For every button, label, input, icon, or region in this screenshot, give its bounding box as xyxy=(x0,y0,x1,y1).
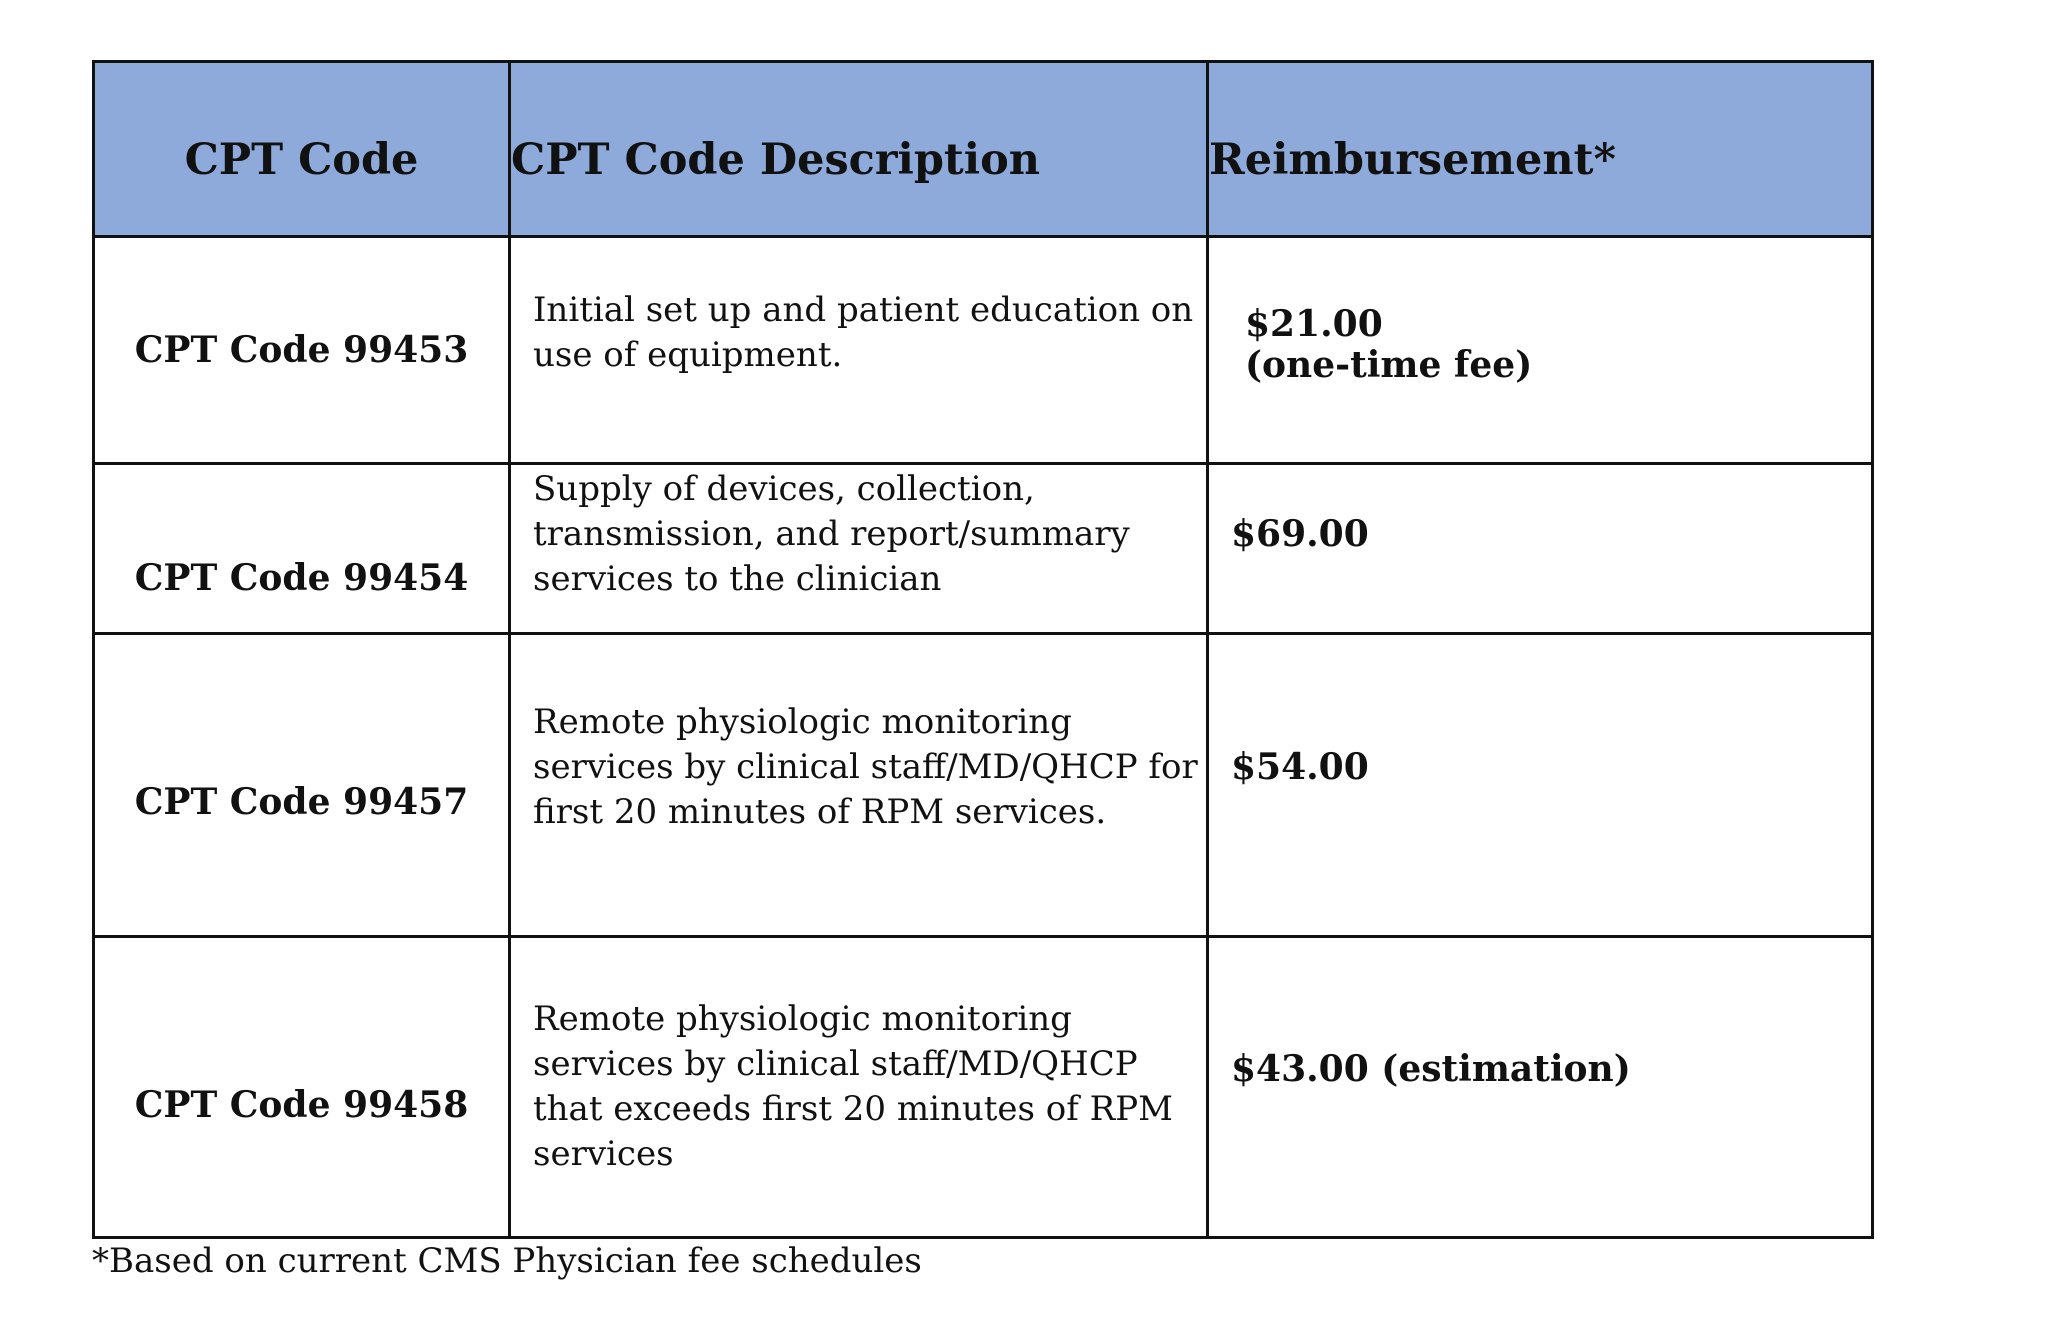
cpt-code-cell: CPT Code 99457 xyxy=(94,634,510,937)
fee-schedule-footnote: *Based on current CMS Physician fee schedules xyxy=(92,1241,922,1281)
cpt-code-cell: CPT Code 99458 xyxy=(94,937,510,1238)
cpt-code-cell: CPT Code 99454 xyxy=(94,464,510,634)
reimbursement-amount: $69.00 xyxy=(1231,513,1369,555)
reimbursement-amount: $43.00 (estimation) xyxy=(1231,1047,1631,1090)
table-row xyxy=(94,937,1873,1238)
cpt-reimbursement-table xyxy=(92,60,1874,1239)
header-row xyxy=(94,62,1873,237)
table-row xyxy=(94,634,1873,937)
cpt-description-cell: Remote physiologic monitoring services by clinical staff/MD/QHCP for first 20 minutes of RPM services. xyxy=(510,634,1208,937)
table-body xyxy=(94,237,1873,1238)
reimbursement-cell xyxy=(1208,237,1873,464)
reimbursement-cell xyxy=(1208,937,1873,1238)
cpt-description-cell: Initial set up and patient education on use of equipment. xyxy=(510,237,1208,464)
header-cpt-code: CPT Code xyxy=(94,62,510,237)
reimbursement-amount: $54.00 xyxy=(1231,745,1369,788)
header-cpt-description: CPT Code Description xyxy=(510,62,1208,237)
cpt-description-cell: Supply of devices, collection, transmission, and report/summary services to the clinician xyxy=(510,464,1208,634)
table-header xyxy=(94,62,1873,237)
table-row xyxy=(94,464,1873,634)
reimbursement-cell xyxy=(1208,464,1873,634)
cpt-description-cell: Remote physiologic monitoring services by clinical staff/MD/QHCP that exceeds first 20 minutes of RPM services xyxy=(510,937,1208,1238)
header-reimbursement: Reimbursement* xyxy=(1208,62,1873,237)
cpt-code-cell: CPT Code 99453 xyxy=(94,237,510,464)
reimbursement-cell xyxy=(1208,634,1873,937)
reimbursement-note: (one-time fee) xyxy=(1245,344,1533,386)
table-row xyxy=(94,237,1873,464)
reimbursement-amount: $21.00 xyxy=(1245,303,1383,345)
